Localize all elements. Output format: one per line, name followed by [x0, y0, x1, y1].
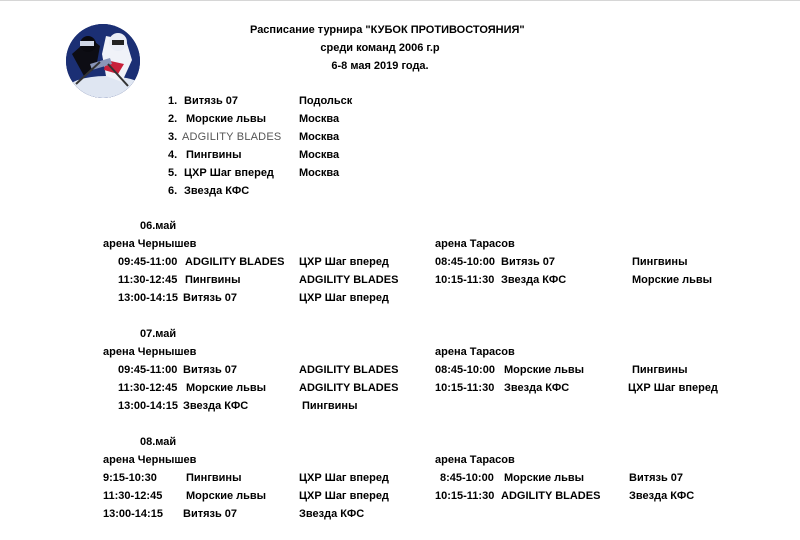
team-number: 5. — [168, 167, 178, 179]
match-away: ЦХР Шаг вперед — [299, 472, 389, 484]
match-time: 11:30-12:45 — [118, 274, 178, 286]
match-time: 08:45-10:00 — [435, 364, 495, 376]
team-number: 3. — [168, 131, 178, 143]
match-time: 13:00-14:15 — [118, 400, 178, 412]
match-home: Звезда КФС — [501, 274, 567, 286]
schedule-subtitle: среди команд 2006 г.р — [320, 42, 440, 54]
team-number: 4. — [168, 149, 178, 161]
team-name: Пингвины — [186, 149, 242, 161]
match-time: 8:45-10:00 — [440, 472, 494, 484]
arena-left-label: арена Чернышев — [103, 238, 197, 250]
schedule-title: Расписание турнира "КУБОК ПРОТИВОСТОЯНИЯ" — [250, 24, 525, 36]
day-date: 08.май — [140, 436, 177, 448]
match-away: ADGILITY BLADES — [299, 382, 399, 394]
match-time: 9:15-10:30 — [103, 472, 157, 484]
arena-right-label: арена Тарасов — [435, 346, 515, 358]
day-date: 06.май — [140, 220, 177, 232]
match-home: Морские львы — [504, 472, 585, 484]
match-time: 10:15-11:30 — [435, 490, 495, 502]
match-away: Пингвины — [632, 364, 688, 376]
arena-left-label: арена Чернышев — [103, 346, 197, 358]
match-away: Звезда КФС — [299, 508, 365, 520]
team-number: 1. — [168, 95, 178, 107]
team-city: Москва — [299, 131, 340, 143]
day-date: 07.май — [140, 328, 177, 340]
match-home: Витязь 07 — [183, 508, 238, 520]
match-away: Витязь 07 — [629, 472, 684, 484]
match-time: 08:45-10:00 — [435, 256, 495, 268]
match-away: ЦХР Шаг вперед — [299, 490, 389, 502]
match-away: ЦХР Шаг вперед — [299, 292, 389, 304]
match-time: 13:00-14:15 — [118, 292, 178, 304]
match-time: 11:30-12:45 — [118, 382, 178, 394]
top-border — [0, 0, 800, 1]
match-time: 13:00-14:15 — [103, 508, 163, 520]
team-number: 6. — [168, 185, 178, 197]
match-away: ADGILITY BLADES — [299, 364, 399, 376]
match-time: 10:15-11:30 — [435, 274, 495, 286]
match-time: 09:45-11:00 — [118, 256, 178, 268]
match-home: ADGILITY BLADES — [501, 490, 601, 502]
match-home: Морские львы — [504, 364, 585, 376]
match-home: Витязь 07 — [501, 256, 556, 268]
team-name: ЦХР Шаг вперед — [184, 167, 274, 179]
team-name: ADGILITY BLADES — [182, 131, 282, 143]
arena-right-label: арена Тарасов — [435, 454, 515, 466]
match-home: Морские львы — [186, 490, 267, 502]
team-name: Звезда КФС — [184, 185, 250, 197]
match-time: 10:15-11:30 — [435, 382, 495, 394]
arena-left-label: арена Чернышев — [103, 454, 197, 466]
team-city: Москва — [299, 149, 340, 161]
match-home: Звезда КФС — [183, 400, 249, 412]
hockey-logo-image — [66, 24, 140, 98]
match-away: Звезда КФС — [629, 490, 695, 502]
match-home: Морские львы — [186, 382, 267, 394]
match-home: Пингвины — [185, 274, 241, 286]
arena-right-label: арена Тарасов — [435, 238, 515, 250]
team-city: Москва — [299, 113, 340, 125]
schedule-dates: 6-8 мая 2019 года. — [331, 60, 429, 72]
team-name: Морские львы — [186, 113, 267, 125]
match-away: ЦХР Шаг вперед — [628, 382, 718, 394]
match-home: Пингвины — [186, 472, 242, 484]
match-away: ADGILITY BLADES — [299, 274, 399, 286]
match-away: ЦХР Шаг вперед — [299, 256, 389, 268]
match-home: Витязь 07 — [183, 292, 238, 304]
team-number: 2. — [168, 113, 178, 125]
team-city: Подольск — [299, 95, 353, 107]
match-away: Морские львы — [632, 274, 713, 286]
match-time: 09:45-11:00 — [118, 364, 178, 376]
match-away: Пингвины — [632, 256, 688, 268]
team-city: Москва — [299, 167, 340, 179]
match-home: Звезда КФС — [504, 382, 570, 394]
team-name: Витязь 07 — [184, 95, 239, 107]
match-home: ADGILITY BLADES — [185, 256, 285, 268]
match-time: 11:30-12:45 — [103, 490, 163, 502]
match-home: Витязь 07 — [183, 364, 238, 376]
match-away: Пингвины — [302, 400, 358, 412]
